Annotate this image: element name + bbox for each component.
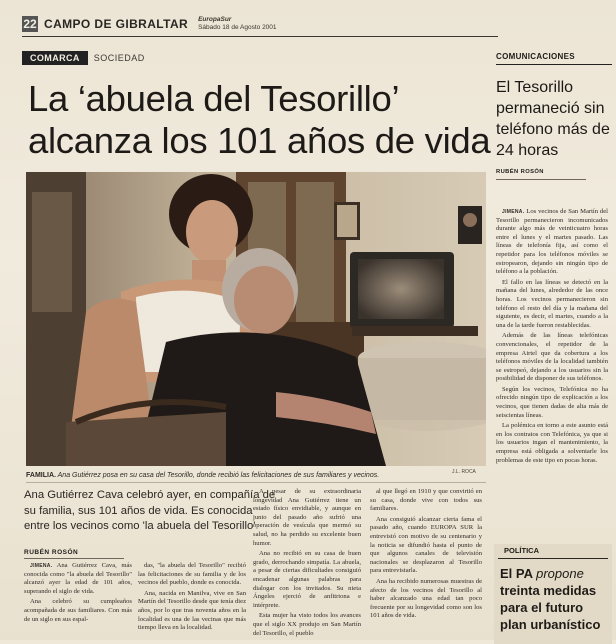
sidebar-paragraph: Los vecinos de San Martín del Tesorillo permanecieron incomunicados durante algo más de veinticuatro horas entre el lunes y el martes pasado. Las líneas de telefonía fija, así como el repetidor para los teléfonos móviles se estropearon, dejando sin ningún tipo de teléfono a la población. [496, 208, 608, 276]
body-column-2 [138, 562, 246, 635]
body-paragraph: Ana Gutiérrez Cava, más conocida como "la abuela del Tesorillo" alcanzó ayer la edad de 101 años, superando el siglo de vida. [24, 562, 132, 595]
sidebar-bottom-story [494, 544, 612, 644]
page-number: 22 [23, 17, 37, 31]
body-paragraph: Ana no recibió en su casa de buen grado, derrochando simpatía. La abuela, a pesar de ciertas dificultades consiguió encadenar algunas palabras para dialogar con los invitados. Su nieta Ángeles ejerció de anfitriona e intérprete. [253, 550, 361, 609]
byline-rule [24, 558, 124, 559]
sidebar-story [496, 52, 612, 180]
headline-line-2: alcanza los 101 años de vida [28, 120, 491, 161]
body-paragraph: Ana, nacida en Manilva, vive en San Martín del Tesorillo desde que tenía diez años, por lo que tras noventa años en la localidad es una de las vecinas que más tiempo lleva en la localidad. [138, 589, 246, 632]
headline-italic: propone [536, 566, 584, 581]
issue-date: Sábado 18 de Agosto 2001 [198, 24, 277, 31]
body-paragraph: Esta mujer ha visto todos los avances que el siglo XX produjo en San Martín del Tesorillo, el pueblo [253, 612, 361, 637]
section-label-primary: COMARCA [22, 51, 88, 65]
publication-name: EuropaSur [198, 16, 232, 23]
body-column-4 [370, 488, 482, 623]
sidebar-dateline: JIMENA. [502, 209, 525, 215]
body-paragraph: al que llegó en 1910 y que convirtió en su casa, donde vive con todos sus familiares. [370, 488, 482, 513]
masthead-meta [198, 16, 276, 32]
masthead [22, 14, 292, 34]
section-name: CAMPO DE GIBRALTAR [44, 17, 189, 31]
body-paragraph: Ana consiguió alcanzar cierta fama el pasado año, cuando EUROPA SUR la entrevistó con motivo de su centenario y la noticia se difundió hasta el punto de que algunos canales de televisión nacionales se desplazaron al Tesorillo para entrevistarla. [370, 515, 482, 575]
body-column-3 [253, 488, 361, 640]
sidebar-paragraph: Según los vecinos, Telefónica no ha ofrecido ningún tipo de explicación a los vecinos, que tienen dadas de alta más de seiscientas líneas. [496, 385, 608, 419]
headline-line-1: La ‘abuela del Tesorillo’ [28, 78, 400, 119]
article-lead: Ana Gutiérrez Cava celebró ayer, en compañía de su familia, sus 101 años de vida. Es conocida entre los vecinos como 'la abuela del Tesorillo' [24, 489, 276, 532]
photo-caption [26, 471, 486, 483]
section-label-secondary: SOCIEDAD [93, 53, 145, 63]
caption-text-b: , donde recibió las felicitaciones de sus familiares y vecinos. [192, 472, 380, 479]
body-paragraph: A pesar de su extraordinaria longevidad Ana Gutiérrez tiene un estado físico envidiable, y aunque en junio del pasado año sufrió una operación de vesícula que mermó su salud, no ha perdido su excelente buen humor. [253, 488, 361, 547]
masthead-rule [22, 36, 498, 37]
sidebar-headline: El Tesorillo permaneció sin teléfono más de 24 horas [496, 79, 610, 159]
section-labels [22, 51, 145, 65]
sidebar-paragraph: La polémica en torno a este asunto está en los contratos con Telefónica, ya que si los usuarios ingan el mantenimiento, la empresa está obligada a solventarle los problemas de este tipo en pocas horas. [496, 422, 608, 464]
photo-credit: J.L. ROCA [452, 469, 476, 475]
headline-part: treinta medidas para el futuro plan urbanístico [500, 583, 601, 632]
headline-part: El PA [500, 566, 537, 581]
sidebar-body [496, 208, 608, 467]
sidebar-bottom-label: POLÍTICA [498, 544, 608, 559]
article-photo [26, 172, 486, 466]
body-column-1 [24, 562, 132, 626]
sidebar-paragraph: El fallo en las líneas se detectó en la mañana del lunes, alrededor de las once horas. Los vecinos permanecieron sin teléfono el resto del día y la mañana del siguiente, es decir, el martes, cuando a la una de la tarde fueron restablecidas. [496, 278, 608, 329]
caption-place: Tesorillo [166, 472, 193, 479]
sidebar-section-label: COMUNICACIONES [496, 52, 612, 65]
headline [28, 78, 493, 162]
sidebar-bottom-headline [494, 559, 612, 633]
article-byline: RUBÉN ROSÓN [24, 549, 79, 556]
photo-illustration [26, 172, 486, 466]
body-paragraph: Ana celebró su cumpleaños acompañada de sus familiares. Con más de un siglo en sus espal- [24, 598, 132, 623]
body-paragraph: das, "la abuela del Tesorillo" recibió las felicitaciones de su familia y de los vecinos del pueblo, donde es conocida. [138, 562, 246, 587]
sidebar-byline: RUBÉN ROSÓN [496, 169, 586, 180]
caption-text-a: Ana Gutiérrez posa en su casa del [55, 472, 167, 479]
dateline: JIMENA. [30, 563, 53, 569]
caption-label: FAMILIA. [26, 472, 56, 479]
body-paragraph: Ana ha recibido numerosas muestras de afecto de los vecinos del Tesorillo al haber alcanzado una edad tan poco frecuente por su longevidad como son los 101 años de vida. [370, 577, 482, 620]
sidebar-paragraph: Además de las líneas telefónicas convencionales, el repetidor de la empresa Airtel que da cobertura a los teléfonos móviles de la localidad también se estropeó, dejando a los usuarios sin la posibilidad de disponer de sus teléfonos. [496, 332, 608, 383]
